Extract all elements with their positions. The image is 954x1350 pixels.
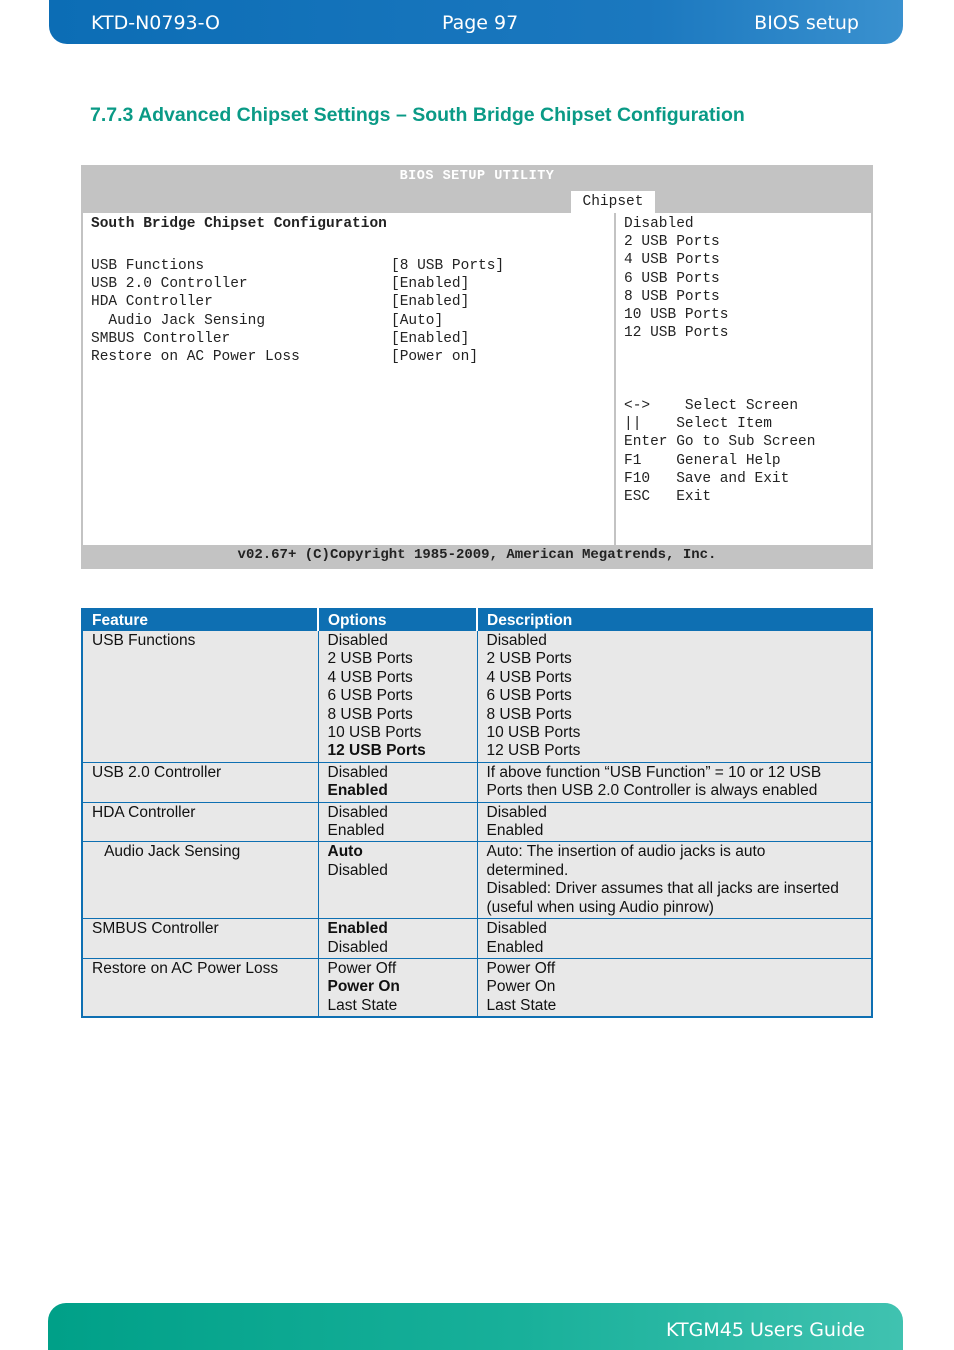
bios-heading: South Bridge Chipset Configuration: [91, 216, 387, 232]
bios-key-help: ESC Exit: [624, 489, 712, 505]
description-line: 8 USB Ports: [486, 705, 572, 723]
description-cell: [477, 631, 872, 763]
feature-name: Restore on AC Power Loss: [92, 959, 279, 977]
option-value: 12 USB Ports: [327, 742, 426, 760]
option-value: 4 USB Ports: [327, 668, 413, 686]
section-title: 7.7.3 Advanced Chipset Settings – South Bridge Chipset Configuration: [90, 104, 745, 126]
bios-copyright: v02.67+ (C)Copyright 1985-2009, American Megatrends, Inc.: [237, 547, 717, 563]
guide-title: KTGM45 Users Guide: [666, 1319, 865, 1341]
bios-item-label[interactable]: Audio Jack Sensing: [91, 312, 266, 329]
description-line: 6 USB Ports: [486, 687, 572, 705]
option-value: 2 USB Ports: [327, 650, 413, 668]
col-header-description: Description: [477, 609, 872, 631]
options-cell: [318, 919, 477, 959]
bios-option: 10 USB Ports: [624, 307, 729, 323]
bios-screenshot: [81, 165, 873, 569]
feature-cell: [82, 802, 318, 842]
description-cell: [477, 958, 872, 1017]
bios-key-help: || Select Item: [624, 416, 772, 433]
description-line: Enabled: [486, 938, 544, 956]
section-name: BIOS setup: [754, 12, 859, 34]
option-value: Last State: [327, 996, 398, 1014]
bios-item-value[interactable]: [Enabled]: [391, 330, 470, 347]
feature-name: SMBUS Controller: [92, 920, 219, 938]
bios-option: 8 USB Ports: [624, 288, 720, 305]
options-cell: [318, 842, 477, 919]
tab-chipset[interactable]: Chipset: [571, 191, 655, 213]
description-line: Disabled: [486, 632, 547, 649]
description-line: If above function “USB Function” = 10 or 12 USB: [486, 763, 822, 781]
option-value: Enabled: [327, 782, 388, 800]
option-value: 8 USB Ports: [327, 705, 413, 723]
description-line: Power Off: [486, 959, 556, 977]
bios-item-label[interactable]: USB Functions: [91, 258, 205, 274]
bios-main-panel: [83, 213, 614, 545]
description-line: (useful when using Audio pinrow): [486, 898, 714, 916]
option-value: Enabled: [327, 822, 385, 840]
bios-key-help: Enter Go to Sub Screen: [624, 434, 816, 451]
table-header-row: [82, 609, 872, 631]
description-line: determined.: [486, 861, 569, 879]
description-line: 4 USB Ports: [486, 668, 572, 686]
bios-option: 6 USB Ports: [624, 270, 720, 287]
description-line: Disabled: Driver assumes that all jacks are inserted: [486, 880, 839, 898]
description-line: Ports then USB 2.0 Controller is always enabled: [486, 782, 818, 800]
feature-cell: [82, 958, 318, 1017]
bios-key-help: <-> Select Screen: [624, 398, 799, 414]
description-line: Last State: [486, 996, 557, 1014]
feature-cell: [82, 762, 318, 802]
option-value: Enabled: [327, 920, 388, 938]
option-value: Disabled: [327, 803, 388, 821]
page-footer: [48, 1303, 903, 1350]
bios-key-help: F1 General Help: [624, 452, 781, 469]
option-value: 6 USB Ports: [327, 687, 413, 705]
col-header-options: Options: [318, 609, 477, 631]
page-number: Page 97: [442, 12, 519, 34]
options-cell: [318, 631, 477, 763]
feature-name: HDA Controller: [92, 803, 196, 821]
bios-item-value[interactable]: [Auto]: [391, 312, 444, 329]
bios-item-label[interactable]: HDA Controller: [91, 294, 213, 311]
feature-cell: [82, 842, 318, 919]
bios-item-label[interactable]: Restore on AC Power Loss: [91, 349, 300, 365]
options-cell: [318, 802, 477, 842]
feature-cell: [82, 919, 318, 959]
description-cell: [477, 802, 872, 842]
description-cell: [477, 919, 872, 959]
option-value: Power Off: [327, 959, 397, 977]
bios-option: 2 USB Ports: [624, 234, 720, 251]
bios-item-value[interactable]: [8 USB Ports]: [391, 258, 505, 274]
option-value: Power On: [327, 978, 400, 996]
page-header: [49, 0, 903, 44]
description-line: Disabled: [486, 920, 547, 938]
description-line: 2 USB Ports: [486, 650, 572, 668]
bios-item-value[interactable]: [Power on]: [391, 349, 479, 365]
feature-table: [81, 608, 873, 1018]
table-row: [82, 762, 872, 802]
description-line: 10 USB Ports: [486, 724, 581, 742]
bios-title: BIOS SETUP UTILITY: [399, 169, 555, 184]
bios-option: 4 USB Ports: [624, 252, 720, 269]
description-line: 12 USB Ports: [486, 742, 581, 760]
feature-cell: [82, 631, 318, 763]
bios-item-label[interactable]: USB 2.0 Controller: [91, 276, 248, 293]
bios-item-value[interactable]: [Enabled]: [391, 294, 470, 311]
description-line: Power On: [486, 978, 556, 996]
option-value: Disabled: [327, 763, 388, 781]
table-row: [82, 842, 872, 919]
bios-option: Disabled: [624, 216, 694, 232]
doc-id: KTD-N0793-O: [91, 12, 220, 34]
option-value: Disabled: [327, 632, 388, 649]
options-cell: [318, 958, 477, 1017]
bios-help-panel: [616, 213, 871, 545]
col-header-feature: Feature: [82, 609, 318, 631]
option-value: Disabled: [327, 938, 388, 956]
bios-item-label[interactable]: SMBUS Controller: [91, 330, 231, 347]
description-cell: [477, 842, 872, 919]
bios-item-value[interactable]: [Enabled]: [391, 276, 470, 293]
options-cell: [318, 762, 477, 802]
table-row: [82, 958, 872, 1017]
table-row: [82, 919, 872, 959]
table-row: [82, 802, 872, 842]
description-line: Enabled: [486, 822, 544, 840]
bios-option: 12 USB Ports: [624, 325, 729, 342]
table-row: [82, 631, 872, 763]
feature-name: Audio Jack Sensing: [92, 843, 241, 861]
option-value: 10 USB Ports: [327, 724, 422, 742]
description-line: Auto: The insertion of audio jacks is auto: [486, 843, 766, 861]
feature-name: USB Functions: [92, 632, 196, 649]
description-line: Disabled: [486, 803, 547, 821]
option-value: Disabled: [327, 861, 388, 879]
option-value: Auto: [327, 843, 363, 861]
feature-name: USB 2.0 Controller: [92, 763, 222, 781]
description-cell: [477, 762, 872, 802]
bios-key-help: F10 Save and Exit: [624, 470, 790, 487]
